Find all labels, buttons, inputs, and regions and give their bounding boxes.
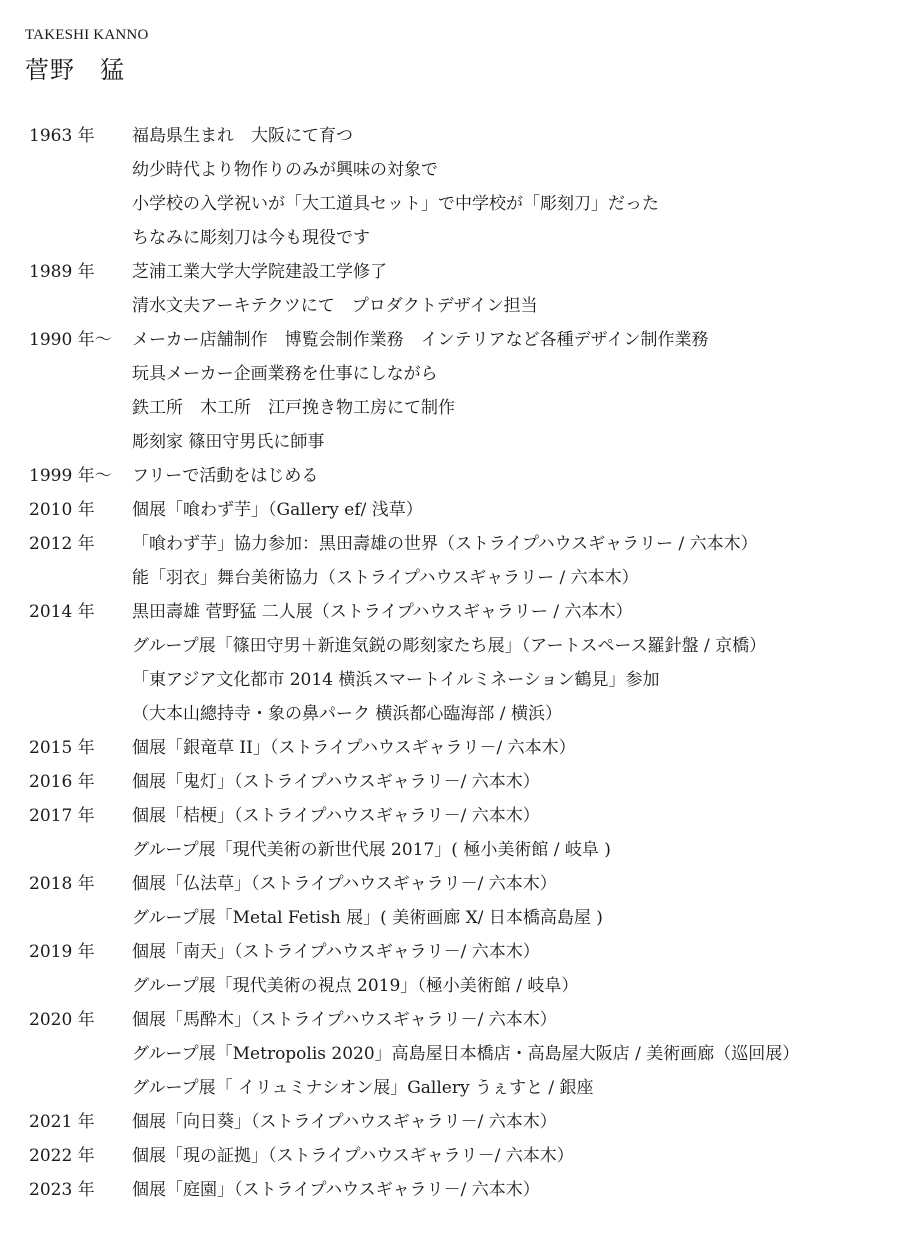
timeline-entry: メーカー店舗制作 博覧会制作業務 インテリアなど各種デザイン制作業務 [132, 329, 709, 350]
timeline-row [29, 1102, 889, 1136]
timeline-year: 1999 年～ [29, 465, 112, 486]
timeline-entry: （大本山總持寺・象の鼻パーク 横浜都心臨海部 / 横浜） [132, 703, 562, 724]
timeline-year: 2023 年 [29, 1179, 95, 1200]
timeline-entry: フリーで活動をはじめる [132, 465, 319, 486]
timeline-entry: 個展「向日葵」（ストライプハウスギャラリ－/ 六本木） [132, 1111, 557, 1132]
timeline-year: 2018 年 [29, 873, 95, 894]
timeline-row [29, 218, 889, 252]
timeline-entry: 個展「南天」（ストライプハウスギャラリ－/ 六本木） [132, 941, 540, 962]
timeline-row [29, 1136, 889, 1170]
timeline-entry: 個展「鬼灯」（ストライプハウスギャラリ－/ 六本木） [132, 771, 540, 792]
timeline-year: 2016 年 [29, 771, 95, 792]
timeline-row [29, 116, 889, 150]
timeline-year: 2012 年 [29, 533, 95, 554]
timeline-row [29, 694, 889, 728]
timeline-entry: グループ展「篠田守男＋新進気鋭の彫刻家たち展」（アートスペース羅針盤 / 京橋） [132, 635, 767, 656]
timeline-row [29, 1068, 889, 1102]
timeline-entry: 彫刻家 篠田守男氏に師事 [132, 431, 325, 452]
timeline-entry: 鉄工所 木工所 江戸挽き物工房にて制作 [132, 397, 455, 418]
timeline-row [29, 1000, 889, 1034]
timeline-entry: 「喰わず芋」協力参加：黒田壽雄の世界（ストライプハウスギャラリー / 六本木） [132, 533, 758, 554]
timeline-entry: 個展「馬酔木」（ストライプハウスギャラリ－/ 六本木） [132, 1009, 557, 1030]
timeline-row [29, 456, 889, 490]
timeline-row [29, 422, 889, 456]
timeline-row [29, 558, 889, 592]
timeline-year: 2014 年 [29, 601, 95, 622]
timeline-row [29, 320, 889, 354]
timeline-entry: グループ展「 イリュミナシオン展」Gallery うぇすと / 銀座 [132, 1077, 594, 1098]
timeline-row [29, 1170, 889, 1204]
timeline-entry: 玩具メーカー企画業務を仕事にしながら [132, 363, 438, 384]
timeline-row [29, 728, 889, 762]
timeline-row [29, 592, 889, 626]
timeline-year: 2020 年 [29, 1009, 95, 1030]
artist-name-english: TAKESHI KANNO [25, 27, 149, 43]
timeline-row [29, 626, 889, 660]
timeline-row [29, 184, 889, 218]
timeline-entry: グループ展「現代美術の新世代展 2017」( 極小美術館 / 岐阜 ) [132, 839, 611, 860]
timeline-entry: 福島県生まれ 大阪にて育つ [132, 125, 353, 146]
timeline-entry: 芝浦工業大学大学院建設工学修了 [132, 261, 387, 282]
timeline-year: 1963 年 [29, 125, 95, 146]
timeline-entry: グループ展「現代美術の視点 2019」（極小美術館 / 岐阜） [132, 975, 579, 996]
timeline-row [29, 830, 889, 864]
timeline-entry: グループ展「Metal Fetish 展」( 美術画廊 X/ 日本橋高島屋 ) [132, 907, 603, 928]
timeline-entry: 能「羽衣」舞台美術協力（ストライプハウスギャラリー / 六本木） [132, 567, 639, 588]
timeline-entry: 個展「仏法草」（ストライプハウスギャラリ－/ 六本木） [132, 873, 557, 894]
timeline-row [29, 932, 889, 966]
timeline-row [29, 286, 889, 320]
timeline-entry: グループ展「Metropolis 2020」高島屋日本橋店・高島屋大阪店 / 美術画廊（巡回展） [132, 1043, 800, 1064]
timeline-row [29, 898, 889, 932]
timeline-row [29, 796, 889, 830]
timeline-entry: 個展「庭園」（ストライプハウスギャラリ－/ 六本木） [132, 1179, 540, 1200]
timeline-row [29, 490, 889, 524]
timeline-year: 1990 年～ [29, 329, 112, 350]
timeline-row [29, 1034, 889, 1068]
timeline-year: 2010 年 [29, 499, 95, 520]
timeline-entry: 黒田壽雄 菅野猛 二人展（ストライプハウスギャラリー / 六本木） [132, 601, 633, 622]
timeline-entry: 清水文夫アーキテクツにて プロダクトデザイン担当 [132, 295, 538, 316]
timeline-year: 1989 年 [29, 261, 95, 282]
timeline-row [29, 150, 889, 184]
timeline-row [29, 252, 889, 286]
timeline-entry: ちなみに彫刻刀は今も現役です [132, 227, 370, 248]
profile-header [25, 26, 148, 84]
timeline-entry: 「東アジア文化都市 2014 横浜スマートイルミネーション鶴見」参加 [132, 669, 660, 690]
timeline-row [29, 354, 889, 388]
timeline-entry: 個展「銀竜草 II」（ストライプハウスギャラリ－/ 六本木） [132, 737, 576, 758]
timeline-year: 2019 年 [29, 941, 95, 962]
timeline-row [29, 388, 889, 422]
timeline-year: 2015 年 [29, 737, 95, 758]
timeline-row [29, 762, 889, 796]
artist-name-japanese: 菅野 猛 [25, 56, 125, 84]
timeline-year: 2021 年 [29, 1111, 95, 1132]
timeline-row [29, 864, 889, 898]
timeline-row [29, 524, 889, 558]
timeline-row [29, 966, 889, 1000]
timeline-entry: 個展「現の証拠」（ストライプハウスギャラリ－/ 六本木） [132, 1145, 574, 1166]
timeline-entry: 個展「桔梗」（ストライプハウスギャラリ－/ 六本木） [132, 805, 540, 826]
timeline-year: 2022 年 [29, 1145, 95, 1166]
timeline-entry: 幼少時代より物作りのみが興味の対象で [132, 159, 438, 180]
timeline-row [29, 660, 889, 694]
timeline-entry: 小学校の入学祝いが「大工道具セット」で中学校が「彫刻刀」だった [132, 193, 659, 214]
timeline-year: 2017 年 [29, 805, 95, 826]
timeline-entry: 個展「喰わず芋」（Gallery ef/ 浅草） [132, 499, 423, 520]
biography-timeline [29, 116, 889, 1204]
